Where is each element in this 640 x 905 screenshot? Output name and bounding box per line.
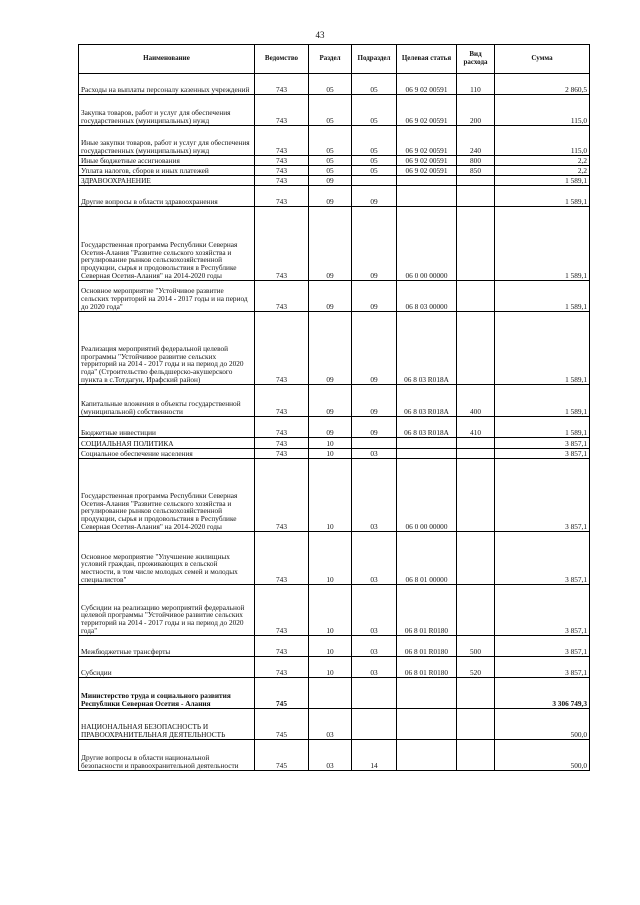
cell-exp-type: [457, 585, 495, 636]
cell-target: 06 0 00 00000: [397, 207, 457, 281]
cell-section: 09: [309, 207, 352, 281]
cell-target: 06 8 03 R018A: [397, 312, 457, 385]
cell-dept: 745: [255, 740, 309, 771]
header-name: Наименование: [79, 45, 255, 74]
cell-section: 09: [309, 186, 352, 207]
cell-exp-type: [457, 207, 495, 281]
table-row: [79, 585, 590, 636]
cell-sum: 1 589,1: [495, 207, 590, 281]
cell-subsection: 03: [352, 636, 397, 657]
cell-name: Государственная программа Республики Северная Осетия-Алания "Развитие сельского хозяйства и регулирование рынков сельскохозяйственной продукции, сырья и продовольствия в Республике Северная Осетия-Алания" на 2014-2020 годы: [79, 459, 255, 532]
header-subsection: Подраздел: [352, 45, 397, 74]
cell-name: Субсидии: [79, 657, 255, 678]
cell-section: 10: [309, 585, 352, 636]
cell-target: [397, 740, 457, 771]
cell-subsection: 09: [352, 417, 397, 438]
cell-sum: 1 589,1: [495, 417, 590, 438]
cell-section: 10: [309, 449, 352, 459]
cell-sum: 500,0: [495, 709, 590, 740]
cell-target: 06 9 02 00591: [397, 156, 457, 166]
cell-dept: 743: [255, 126, 309, 156]
table-row: [79, 657, 590, 678]
cell-dept: 743: [255, 186, 309, 207]
cell-sum: 3 857,1: [495, 449, 590, 459]
cell-sum: 115,0: [495, 126, 590, 156]
table-row: [79, 312, 590, 385]
cell-section: 09: [309, 281, 352, 312]
table-row: [79, 281, 590, 312]
cell-name: Государственная программа Республики Северная Осетия-Алания "Развитие сельского хозяйства и регулирование рынков сельскохозяйственной продукции, сырья и продовольствия в Республике Северная Осетия-Алания" на 2014-2020 годы: [79, 207, 255, 281]
cell-sum: 3 857,1: [495, 636, 590, 657]
page-number: 43: [315, 30, 325, 40]
table-body: [79, 74, 590, 771]
cell-name: Иные закупки товаров, работ и услуг для обеспечения государственных (муниципальных) нужд: [79, 126, 255, 156]
cell-dept: 743: [255, 385, 309, 417]
cell-name: Уплата налогов, сборов и иных платежей: [79, 166, 255, 176]
cell-target: 06 8 03 00000: [397, 281, 457, 312]
cell-section: 03: [309, 740, 352, 771]
cell-name: Министерство труда и социального развития Республики Северная Осетия - Алания: [79, 678, 255, 709]
cell-dept: 743: [255, 95, 309, 126]
cell-exp-type: 850: [457, 166, 495, 176]
cell-section: 05: [309, 166, 352, 176]
cell-name: Иные бюджетные ассигнования: [79, 156, 255, 166]
cell-section: 03: [309, 709, 352, 740]
cell-subsection: 09: [352, 312, 397, 385]
cell-target: 06 8 03 R018A: [397, 385, 457, 417]
cell-subsection: [352, 678, 397, 709]
cell-target: [397, 678, 457, 709]
cell-section: 10: [309, 459, 352, 532]
cell-target: 06 8 01 R0180: [397, 657, 457, 678]
cell-dept: 743: [255, 281, 309, 312]
header-sum: Сумма: [495, 45, 590, 74]
cell-name: Социальное обеспечение населения: [79, 449, 255, 459]
cell-dept: 743: [255, 636, 309, 657]
cell-target: 06 8 01 R0180: [397, 585, 457, 636]
table-row: [79, 156, 590, 166]
cell-subsection: 03: [352, 459, 397, 532]
cell-name: Расходы на выплаты персоналу казенных учреждений: [79, 74, 255, 95]
cell-section: 09: [309, 312, 352, 385]
table-row: [79, 166, 590, 176]
cell-sum: 1 589,1: [495, 176, 590, 186]
cell-exp-type: [457, 312, 495, 385]
cell-sum: 500,0: [495, 740, 590, 771]
table-row: [79, 459, 590, 532]
cell-subsection: 09: [352, 385, 397, 417]
cell-subsection: [352, 709, 397, 740]
cell-target: 06 8 01 00000: [397, 532, 457, 585]
cell-exp-type: 800: [457, 156, 495, 166]
table-row: [79, 74, 590, 95]
cell-target: 06 9 02 00591: [397, 126, 457, 156]
cell-sum: 1 589,1: [495, 186, 590, 207]
cell-name: Субсидии на реализацию мероприятий федеральной целевой программы "Устойчивое развитие сельских территорий на 2014 - 2017 годы и на период до 2020 года": [79, 585, 255, 636]
header-section: Раздел: [309, 45, 352, 74]
cell-name: Капитальные вложения в объекты государственной (муниципальной) собственности: [79, 385, 255, 417]
cell-section: 10: [309, 438, 352, 449]
cell-name: ЗДРАВООХРАНЕНИЕ: [79, 176, 255, 186]
cell-exp-type: [457, 281, 495, 312]
cell-exp-type: 410: [457, 417, 495, 438]
cell-target: 06 0 00 00000: [397, 459, 457, 532]
cell-sum: 115,0: [495, 95, 590, 126]
cell-subsection: 05: [352, 126, 397, 156]
header-target: Целевая статья: [397, 45, 457, 74]
cell-exp-type: 520: [457, 657, 495, 678]
table-row: [79, 417, 590, 438]
cell-sum: 3 857,1: [495, 459, 590, 532]
cell-subsection: 03: [352, 657, 397, 678]
cell-section: 05: [309, 95, 352, 126]
cell-exp-type: [457, 449, 495, 459]
cell-target: 06 9 02 00591: [397, 95, 457, 126]
cell-dept: 743: [255, 459, 309, 532]
table-row: [79, 438, 590, 449]
cell-section: 09: [309, 176, 352, 186]
cell-exp-type: 500: [457, 636, 495, 657]
cell-subsection: 05: [352, 166, 397, 176]
table-row: [79, 385, 590, 417]
cell-section: 09: [309, 385, 352, 417]
cell-section: 05: [309, 74, 352, 95]
cell-exp-type: [457, 176, 495, 186]
table-row: [79, 95, 590, 126]
cell-subsection: 14: [352, 740, 397, 771]
cell-exp-type: 200: [457, 95, 495, 126]
cell-dept: 743: [255, 449, 309, 459]
table-row: [79, 709, 590, 740]
table-row: [79, 678, 590, 709]
table-row: [79, 449, 590, 459]
cell-subsection: 03: [352, 532, 397, 585]
table-row: [79, 207, 590, 281]
cell-exp-type: [457, 532, 495, 585]
cell-dept: 743: [255, 532, 309, 585]
cell-sum: 1 589,1: [495, 312, 590, 385]
cell-exp-type: [457, 709, 495, 740]
cell-sum: 3 857,1: [495, 657, 590, 678]
header-exp-type: Вид расхода: [457, 45, 495, 74]
cell-sum: 1 589,1: [495, 385, 590, 417]
cell-name: Межбюджетные трансферты: [79, 636, 255, 657]
cell-exp-type: [457, 438, 495, 449]
cell-section: 05: [309, 156, 352, 166]
cell-section: [309, 678, 352, 709]
table-row: [79, 636, 590, 657]
cell-dept: 745: [255, 709, 309, 740]
table-row: [79, 176, 590, 186]
table-row: [79, 186, 590, 207]
cell-target: [397, 186, 457, 207]
cell-name: Бюджетные инвестиции: [79, 417, 255, 438]
cell-section: 10: [309, 636, 352, 657]
table-row: [79, 126, 590, 156]
cell-name: Основное мероприятие "Устойчивое развитие сельских территорий на 2014 - 2017 годы и на период до 2020 года": [79, 281, 255, 312]
cell-dept: 743: [255, 156, 309, 166]
cell-name: Основное мероприятие "Улучшение жилищных условий граждан, проживающих в сельской местности, в том числе молодых семей и молодых специалистов": [79, 532, 255, 585]
cell-target: 06 8 03 R018A: [397, 417, 457, 438]
cell-exp-type: 110: [457, 74, 495, 95]
cell-name: Закупка товаров, работ и услуг для обеспечения государственных (муниципальных) нужд: [79, 95, 255, 126]
cell-section: 09: [309, 417, 352, 438]
cell-section: 10: [309, 532, 352, 585]
cell-dept: 743: [255, 585, 309, 636]
table-row: [79, 740, 590, 771]
cell-exp-type: 400: [457, 385, 495, 417]
cell-dept: 743: [255, 176, 309, 186]
cell-name: Другие вопросы в области здравоохранения: [79, 186, 255, 207]
cell-subsection: 05: [352, 95, 397, 126]
cell-sum: 2 860,5: [495, 74, 590, 95]
cell-sum: 3 857,1: [495, 532, 590, 585]
cell-subsection: 03: [352, 585, 397, 636]
cell-dept: 743: [255, 207, 309, 281]
header-dept: Ведомство: [255, 45, 309, 74]
cell-target: [397, 438, 457, 449]
budget-table: [78, 44, 590, 771]
cell-exp-type: [457, 186, 495, 207]
cell-dept: 743: [255, 657, 309, 678]
cell-subsection: 09: [352, 207, 397, 281]
cell-dept: 743: [255, 438, 309, 449]
cell-exp-type: 240: [457, 126, 495, 156]
cell-subsection: 03: [352, 449, 397, 459]
cell-sum: 2,2: [495, 156, 590, 166]
cell-name: Другие вопросы в области национальной безопасности и правоохранительной деятельности: [79, 740, 255, 771]
cell-subsection: 05: [352, 156, 397, 166]
cell-name: Реализация мероприятий федеральной целевой программы "Устойчивое развитие сельских территорий на 2014 - 2017 годы и на период до 2020 года" (Строительство фельдшерско-акушерского пункта в с.Тотдагун, Ирафский район): [79, 312, 255, 385]
cell-sum: 3 857,1: [495, 585, 590, 636]
cell-dept: 743: [255, 417, 309, 438]
cell-target: 06 9 02 00591: [397, 166, 457, 176]
cell-subsection: [352, 176, 397, 186]
cell-target: [397, 709, 457, 740]
cell-subsection: 05: [352, 74, 397, 95]
cell-section: 05: [309, 126, 352, 156]
table-header-row: [79, 45, 590, 74]
cell-dept: 743: [255, 166, 309, 176]
cell-sum: 2,2: [495, 166, 590, 176]
cell-subsection: 09: [352, 281, 397, 312]
cell-exp-type: [457, 678, 495, 709]
cell-sum: 1 589,1: [495, 281, 590, 312]
cell-sum: 3 306 749,3: [495, 678, 590, 709]
cell-name: НАЦИОНАЛЬНАЯ БЕЗОПАСНОСТЬ И ПРАВООХРАНИТЕЛЬНАЯ ДЕЯТЕЛЬНОСТЬ: [79, 709, 255, 740]
cell-target: [397, 176, 457, 186]
cell-section: 10: [309, 657, 352, 678]
cell-target: 06 9 02 00591: [397, 74, 457, 95]
table-row: [79, 532, 590, 585]
cell-exp-type: [457, 459, 495, 532]
cell-target: 06 8 01 R0180: [397, 636, 457, 657]
cell-dept: 745: [255, 678, 309, 709]
cell-dept: 743: [255, 312, 309, 385]
cell-subsection: 09: [352, 186, 397, 207]
cell-subsection: [352, 438, 397, 449]
cell-dept: 743: [255, 74, 309, 95]
cell-sum: 3 857,1: [495, 438, 590, 449]
cell-name: СОЦИАЛЬНАЯ ПОЛИТИКА: [79, 438, 255, 449]
cell-exp-type: [457, 740, 495, 771]
cell-target: [397, 449, 457, 459]
